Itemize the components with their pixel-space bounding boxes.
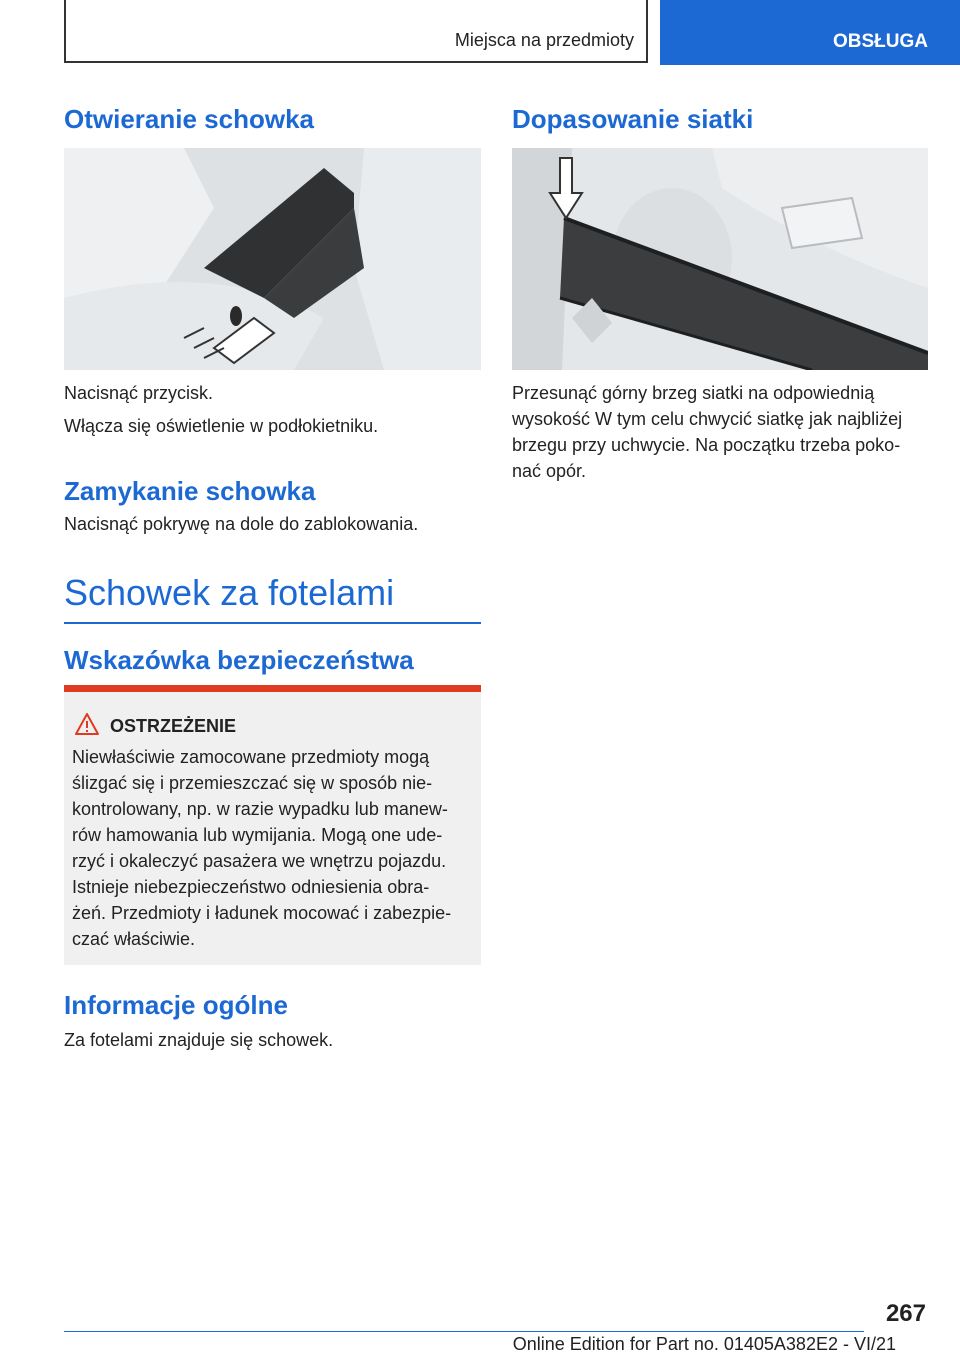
safety-note-heading: Wskazówka bezpieczeństwa <box>64 645 414 675</box>
warning-line: żeń. Przedmioty i ładunek mocować i zabezpie- <box>72 903 452 923</box>
header-section-title: Miejsca na przedmioty <box>454 30 634 50</box>
warning-line: rzyć i okaleczyć pasażera we wnętrzu pojazdu. <box>72 851 447 871</box>
close-compartment-text: Nacisnąć pokrywę na dole do zablokowania. <box>64 514 419 534</box>
warning-line: rów hamowania lub wymijania. Mogą one ude- <box>72 825 443 845</box>
warning-line: ślizgać się i przemieszczać się w sposób nie- <box>72 773 433 793</box>
footer-divider <box>64 1331 864 1332</box>
open-step-1: Nacisnąć przycisk. <box>64 383 214 403</box>
armrest-compartment-image <box>64 148 481 370</box>
open-compartment-heading: Otwieranie schowka <box>64 104 314 134</box>
adjust-net-heading: Dopasowanie siatki <box>512 104 754 134</box>
footer-edition: Online Edition for Part no. 01405A382E2 - VI/21 <box>512 1334 896 1354</box>
net-adjust-image <box>512 148 928 370</box>
close-compartment-heading: Zamykanie schowka <box>64 476 316 506</box>
warning-line: Niewłaściwie zamocowane przedmioty mogą <box>72 747 430 767</box>
warning-label: OSTRZEŻENIE <box>110 716 237 736</box>
warning-line: kontrolowany, np. w razie wypadku lub manew- <box>72 799 448 819</box>
armrest-illustration <box>64 148 481 370</box>
warning-line: czać właściwie. <box>72 929 196 949</box>
net-text-line: wysokość W tym celu chwycić siatkę jak najbliżej <box>512 409 903 429</box>
net-illustration <box>512 148 928 370</box>
header-chapter-tab: OBSŁUGA <box>660 0 960 65</box>
net-text-line: nać opór. <box>512 461 587 481</box>
general-info-text: Za fotelami znajduje się schowek. <box>64 1030 334 1050</box>
open-step-2: Włącza się oświetlenie w podłokietniku. <box>64 416 379 436</box>
warning-box <box>64 685 481 965</box>
page-number: 267 <box>885 1300 926 1327</box>
warning-text <box>72 744 472 952</box>
rear-storage-heading: Schowek za fotelami <box>64 572 481 624</box>
net-text-line: brzegu przy uchwycie. Na początku trzeba poko- <box>512 435 901 455</box>
header-frame <box>64 0 648 63</box>
adjust-net-text <box>512 380 928 484</box>
warning-line: Istnieje niebezpieczeństwo odniesienia obra- <box>72 877 430 897</box>
general-info-heading: Informacje ogólne <box>64 990 288 1020</box>
net-text-line: Przesunąć górny brzeg siatki na odpowiednią <box>512 383 875 403</box>
warning-triangle-icon <box>74 712 100 736</box>
